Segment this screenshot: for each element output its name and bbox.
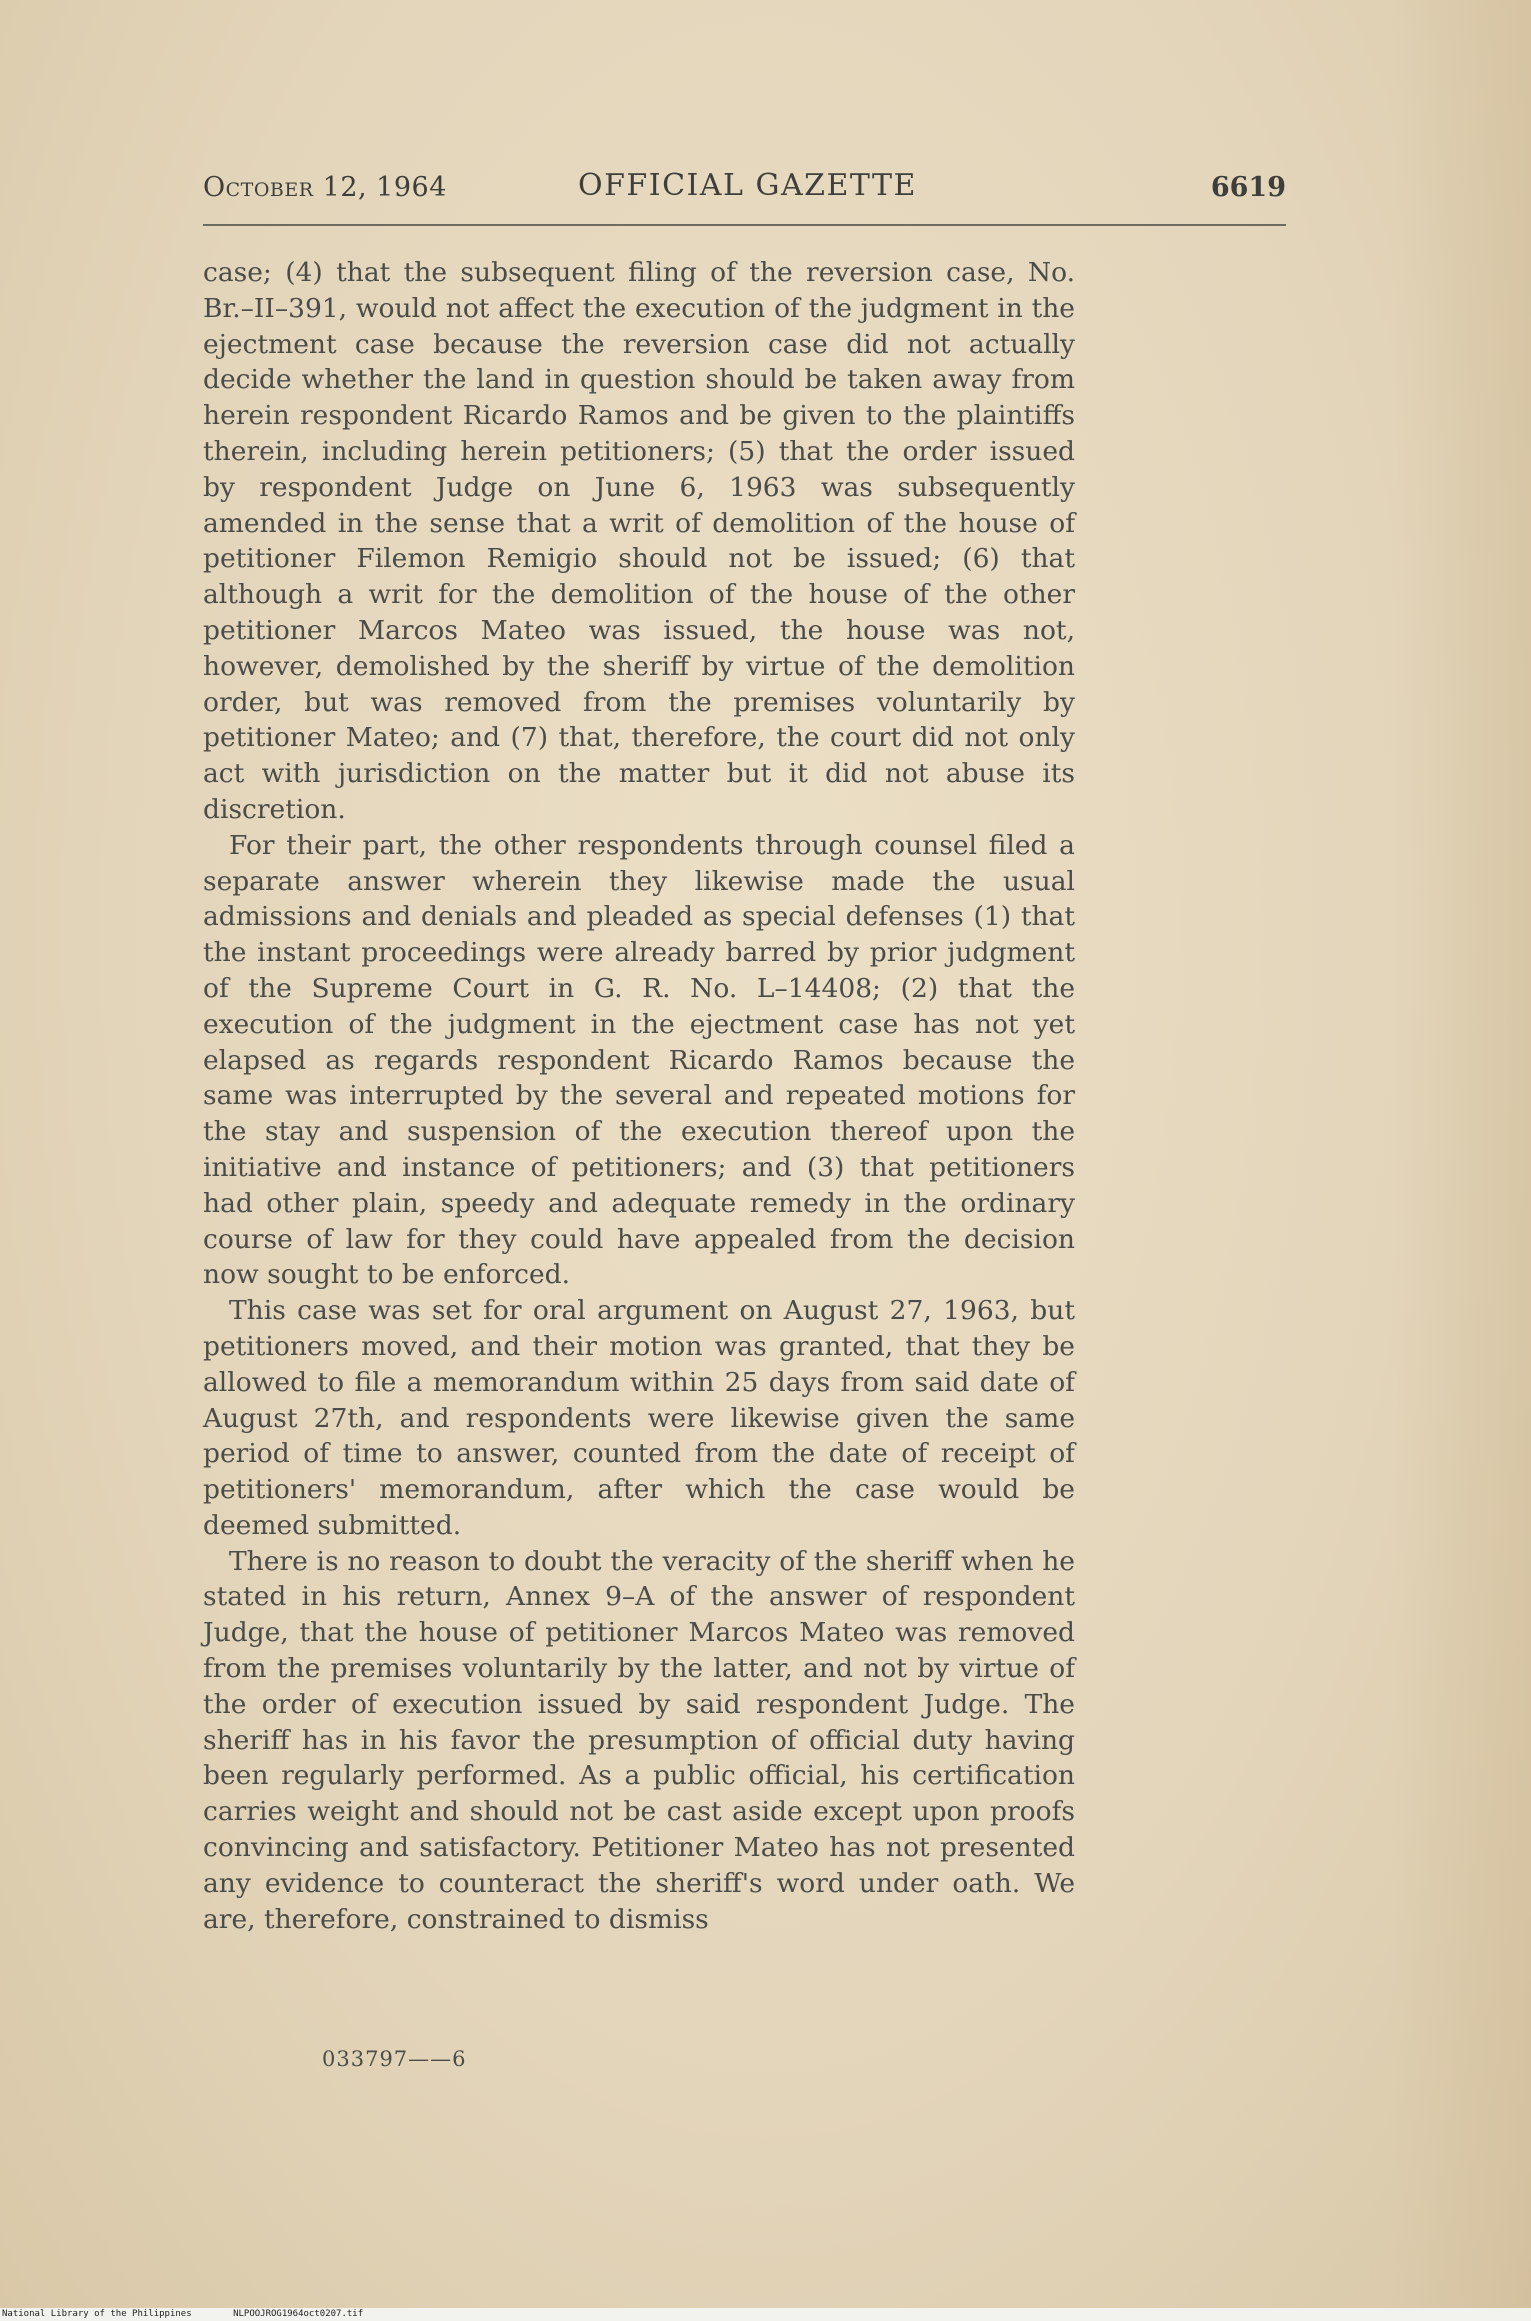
scan-info-strip <box>0 2308 1531 2321</box>
print-code: 033797——6 <box>322 2047 467 2071</box>
page-edge-stain <box>1391 0 1531 2321</box>
scan-filename: NLPOOJROG1964oct0207.tif <box>233 2309 364 2319</box>
header-rule <box>203 224 1286 226</box>
header-date: October 12, 1964 <box>203 172 447 203</box>
running-header <box>203 168 1286 212</box>
paragraph-continuation: case; (4) that the subsequent filing of the reversion case, No. Br.–II–391, would not affect the execution of the judgment in the ejectment case because the reversion case did not actually decide whether the land in question should be taken away from herein respondent Ricardo Ramos and be given to the plaintiffs therein, including herein petitioners; (5) that the order issued by respondent Judge on June 6, 1963 was subsequently amended in the sense that a writ of demolition of the house of petitioner Filemon Remigio should not be issued; (6) that although a writ for the demolition of the house of the other petitioner Marcos Mateo was issued, the house was not, however, demolished by the sheriff by virtue of the demolition order, but was removed from the premises voluntarily by petitioner Mateo; and (7) that, therefore, the court did not only act with jurisdiction on the matter but it did not abuse its discretion. <box>203 257 1075 825</box>
page-number: 6619 <box>1210 172 1286 203</box>
paragraph-sheriff-return: There is no reason to doubt the veracity of the sheriff when he stated in his return, Annex 9–A of the answer of respondent Judge, that the house of petitioner Marcos Mateo was removed from the premises voluntarily by the latter, and not by virtue of the order of execution issued by said respondent Judge. The sheriff has in his favor the presumption of official duty having been regularly performed. As a public official, his certification carries weight and should not be cast aside except upon proofs convincing and satisfactory. Petitioner Mateo has not presented any evidence to counteract the sheriff's word under oath. We are, therefore, constrained to dismiss <box>203 1545 1075 1935</box>
scan-library: National Library of the Philippines <box>2 2309 192 2319</box>
header-title: OFFICIAL GAZETTE <box>578 168 917 203</box>
paragraph-oral-argument: This case was set for oral argument on August 27, 1963, but petitioners moved, and their motion was granted, that they be allowed to file a memorandum within 25 days from said date of August 27th, and respondents were likewise given the same period of time to answer, counted from the date of receipt of petitioners' memorandum, after which the case would be deemed submitted. <box>203 1295 1075 1541</box>
paragraph-respondents-answer: For their part, the other respondents through counsel filed a separate answer wherein they likewise made the usual admissions and denials and pleaded as special defenses (1) that the instant proceedings were already barred by prior judgment of the Supreme Court in G. R. No. L–14408; (2) that the execution of the judgment in the ejectment case has not yet elapsed as regards respondent Ricardo Ramos because the same was interrupted by the several and repeated motions for the stay and suspension of the execution thereof upon the initiative and instance of petitioners; and (3) that petitioners had other plain, speedy and adequate remedy in the ordinary course of law for they could have appealed from the decision now sought to be enforced. <box>203 829 1075 1291</box>
body-text <box>203 255 1075 1937</box>
